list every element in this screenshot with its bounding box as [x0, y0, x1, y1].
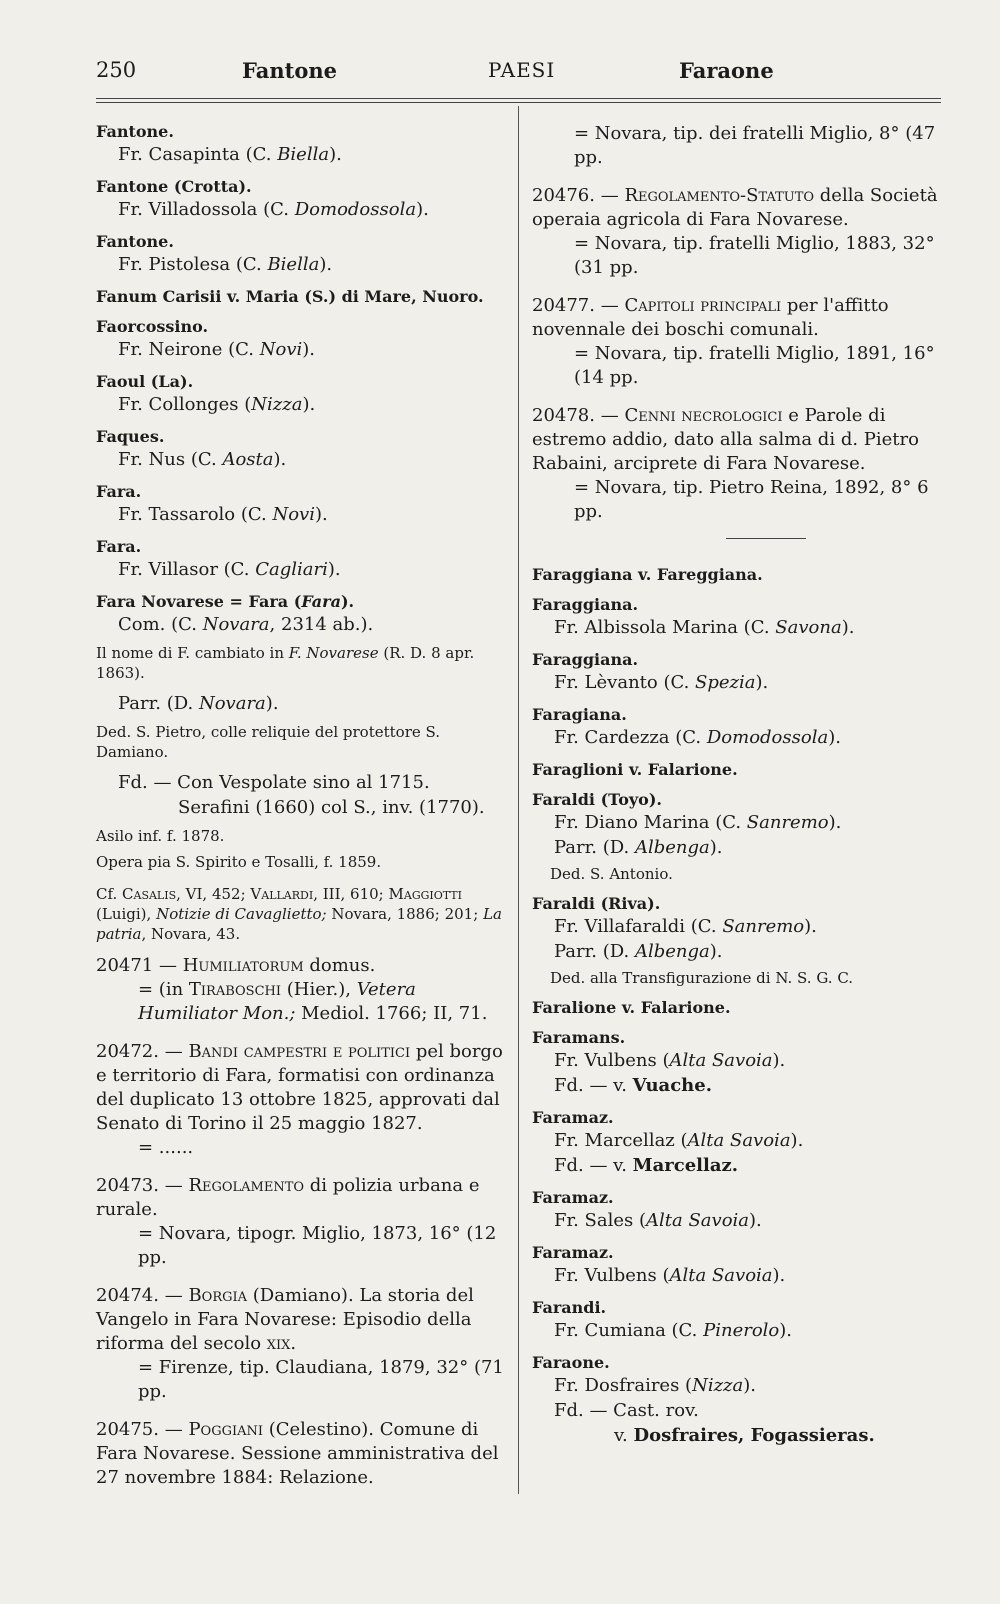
- record-20475: 20475. — Poggiani (Celestino). Comune di Fara Novarese. Sessione amministrativa del 27 novembre 1884: Relazione.: [96, 1419, 499, 1488]
- entry-farandi: [532, 1298, 942, 1343]
- entry-headword: Fara.: [96, 537, 142, 556]
- entry-faralione: [532, 998, 942, 1018]
- entry-headword: Faraggiana v. Fareggiana.: [532, 565, 763, 584]
- entry-faraldi-toyo: [532, 790, 942, 884]
- entry-fantone: [96, 232, 506, 277]
- entry-headword: Faragiana.: [532, 705, 627, 724]
- entry-line: Fr. Vulbens (Alta Savoia).: [554, 1050, 786, 1071]
- entry-line: Com. (C. Novara, 2314 ab.).: [118, 614, 374, 635]
- entry-fanum-carisii: [96, 287, 506, 307]
- entry-faorcossino: [96, 317, 506, 362]
- entry-headword: Faraggiana.: [532, 595, 639, 614]
- entry-faramaz: [532, 1188, 942, 1233]
- entry-line: Fr. Cardezza (C. Domodossola).: [554, 727, 841, 748]
- header-rule: [96, 98, 941, 99]
- entry-line: Fr. Tassarolo (C. Novi).: [118, 504, 328, 525]
- page-number: 250: [96, 58, 137, 82]
- entry-line: Fr. Villafaraldi (C. Sanremo).: [554, 916, 817, 937]
- entry-fara: [96, 482, 506, 527]
- entry-note: Ded. S. Antonio.: [550, 865, 673, 883]
- column-divider: [518, 106, 519, 1494]
- entry-fara-novarese: [96, 592, 506, 944]
- entry-line: Parr. (D. Novara).: [118, 693, 279, 714]
- entry-headword: Faraone.: [532, 1353, 610, 1372]
- entry-line: Fr. Pistolesa (C. Biella).: [118, 254, 333, 275]
- entry-line: Parr. (D. Albenga).: [554, 941, 723, 962]
- entry-line: Fr. Lèvanto (C. Spezia).: [554, 672, 769, 693]
- entry-line: Fr. Casapinta (C. Biella).: [118, 144, 342, 165]
- header-left-word: Fantone: [242, 58, 337, 83]
- record-20471: 20471 — Humiliatorum domus. = (in Tiraboschi (Hier.), Vetera Humiliator Mon.; Mediol. 1766; II, 71.: [96, 955, 488, 1024]
- entry-line: Fd. — Con Vespolate sino al 1715.: [118, 772, 430, 793]
- entry-line: v. Dosfraires, Fogassieras.: [614, 1425, 875, 1446]
- entry-faraldi-riva: [532, 894, 942, 988]
- entry-line: Fr. Vulbens (Alta Savoia).: [554, 1265, 786, 1286]
- entry-headword: Fantone.: [96, 122, 174, 141]
- entry-line: Fr. Neirone (C. Novi).: [118, 339, 315, 360]
- entry-headword: Faorcossino.: [96, 317, 209, 336]
- entry-headword: Fantone.: [96, 232, 174, 251]
- right-column: [532, 122, 942, 1458]
- entry-headword: Farandi.: [532, 1298, 607, 1317]
- entry-note: Opera pia S. Spirito e Tosalli, f. 1859.: [96, 853, 382, 871]
- entry-line: Serafini (1660) col S., inv. (1770).: [178, 797, 485, 818]
- record-20475-continued: = Novara, tip. dei fratelli Miglio, 8° (47 pp.: [574, 123, 936, 168]
- entry-line: Fr. Cumiana (C. Pinerolo).: [554, 1320, 793, 1341]
- header-rule: [96, 102, 941, 103]
- entry-headword: Faramaz.: [532, 1243, 614, 1262]
- entry-line: Fr. Villadossola (C. Domodossola).: [118, 199, 429, 220]
- entry-headword: Faraglioni v. Falarione.: [532, 760, 738, 779]
- entry-faraggiana-v: [532, 565, 942, 585]
- entry-headword: Faraldi (Toyo).: [532, 790, 662, 809]
- section-separator: [726, 538, 806, 539]
- entry-headword: Fantone (Crotta).: [96, 177, 252, 196]
- entry-faraggiana: [532, 595, 942, 640]
- record-20476: 20476. — Regolamento-Statuto della Società operaia agricola di Fara Novarese. = Novara, tip. fratelli Miglio, 1883, 32° (31 pp.: [532, 185, 938, 278]
- entry-note: Asilo inf. f. 1878.: [96, 827, 225, 845]
- entry-fantone-crotta: [96, 177, 506, 222]
- entry-faoul: [96, 372, 506, 417]
- entry-line: Fr. Albissola Marina (C. Savona).: [554, 617, 855, 638]
- entry-fantone: [96, 122, 506, 167]
- record-20473: 20473. — Regolamento di polizia urbana e rurale. = Novara, tipogr. Miglio, 1873, 16° (12 pp.: [96, 1175, 497, 1268]
- entry-line: Parr. (D. Albenga).: [554, 837, 723, 858]
- entry-line: Fd. — v. Marcellaz.: [554, 1155, 738, 1176]
- record-20478: 20478. — Cenni necrologici e Parole di estremo addio, dato alla salma di d. Pietro Rabaini, arciprete di Fara Novarese. = Novara, tip. Pietro Reina, 1892, 8° 6 pp.: [532, 405, 929, 522]
- entry-faramans: [532, 1028, 942, 1098]
- entry-note: Ded. alla Transfigurazione di N. S. G. C.: [550, 969, 854, 987]
- entry-line: Fr. Sales (Alta Savoia).: [554, 1210, 762, 1231]
- entry-line: Fr. Villasor (C. Cagliari).: [118, 559, 341, 580]
- entry-faragiana: [532, 705, 942, 750]
- entry-faques: [96, 427, 506, 472]
- header-right-word: Faraone: [679, 58, 774, 83]
- entry-headword: Fara Novarese = Fara (Fara).: [96, 592, 355, 611]
- entry-faramaz: [532, 1108, 942, 1178]
- entry-headword: Faraldi (Riva).: [532, 894, 661, 913]
- entry-note: Ded. S. Pietro, colle reliquie del protettore S. Damiano.: [96, 723, 441, 761]
- entry-references: Cf. Casalis, VI, 452; Vallardi, III, 610; Maggiotti (Luigi), Notizie di Cavaglietto; Novara, 1886; 201; La patria, Novara, 43.: [96, 885, 502, 943]
- entry-headword: Faques.: [96, 427, 165, 446]
- entry-headword: Faramaz.: [532, 1188, 614, 1207]
- entry-note: Il nome di F. cambiato in F. Novarese (R. D. 8 apr. 1863).: [96, 644, 475, 682]
- entry-line: Fr. Dosfraires (Nizza).: [554, 1375, 757, 1396]
- entry-line: Fr. Marcellaz (Alta Savoia).: [554, 1130, 804, 1151]
- record-20477: 20477. — Capitoli principali per l'affitto novennale dei boschi comunali. = Novara, tip. fratelli Miglio, 1891, 16° (14 pp.: [532, 295, 935, 388]
- entry-headword: Faramaz.: [532, 1108, 614, 1127]
- left-column: [96, 122, 506, 1504]
- entry-headword: Fara.: [96, 482, 142, 501]
- record-20474: 20474. — Borgia (Damiano). La storia del Vangelo in Fara Novarese: Episodio della riforma del secolo xix. = Firenze, tip. Claudiana, 1879, 32° (71 pp.: [96, 1285, 504, 1402]
- entry-headword: Faramans.: [532, 1028, 626, 1047]
- entry-faramaz: [532, 1243, 942, 1288]
- entry-headword: Faoul (La).: [96, 372, 194, 391]
- entry-line: Fd. — Cast. rov.: [554, 1400, 699, 1421]
- entry-line: Fr. Collonges (Nizza).: [118, 394, 316, 415]
- header-section-title: PAESI: [488, 58, 556, 82]
- entry-faraggiana: [532, 650, 942, 695]
- entry-faraglioni: [532, 760, 942, 780]
- entry-line: Fd. — v. Vuache.: [554, 1075, 712, 1096]
- record-20472: 20472. — Bandi campestri e politici pel borgo e territorio di Fara, formatisi con ordinanza del duplicato 13 ottobre 1825, approvati dal Senato di Torino il 25 maggio 1827. = ......: [96, 1041, 503, 1158]
- entry-headword: Fanum Carisii v. Maria (S.) di Mare, Nuoro.: [96, 287, 484, 306]
- entry-faraone: [532, 1353, 942, 1448]
- entry-headword: Faraggiana.: [532, 650, 639, 669]
- page-header: [96, 58, 940, 88]
- entry-line: Fr. Diano Marina (C. Sanremo).: [554, 812, 842, 833]
- entry-fara: [96, 537, 506, 582]
- entry-line: Fr. Nus (C. Aosta).: [118, 449, 287, 470]
- entry-headword: Faralione v. Falarione.: [532, 998, 731, 1017]
